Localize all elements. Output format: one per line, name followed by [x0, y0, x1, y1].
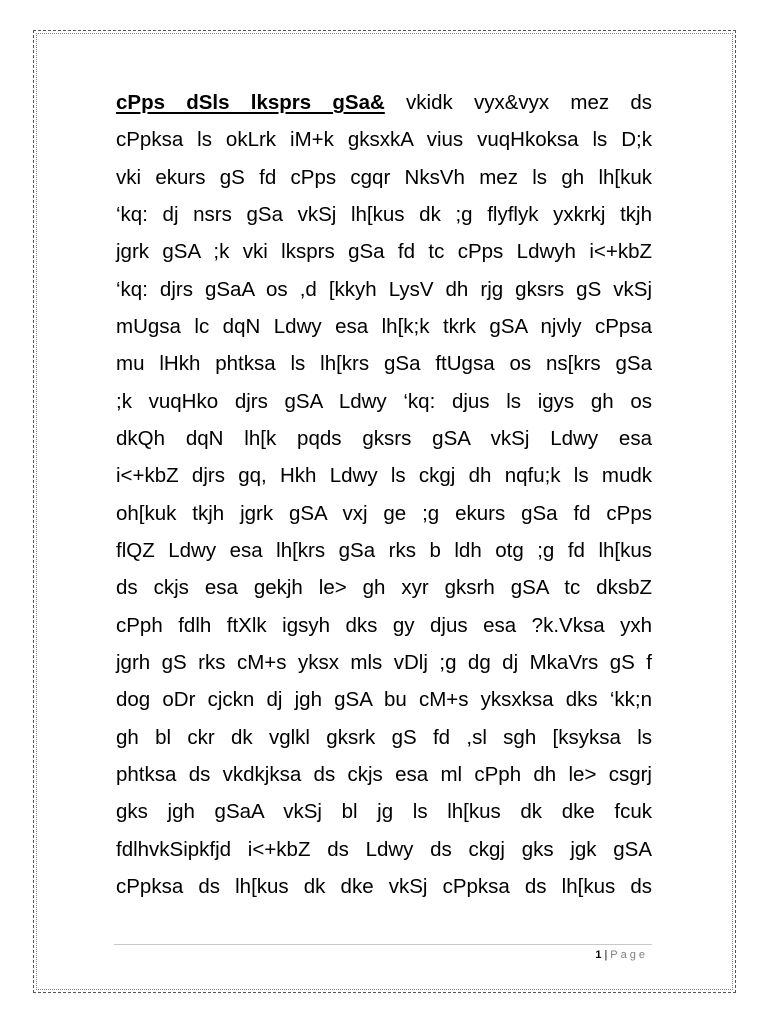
- footer-divider: [114, 944, 652, 945]
- paragraph-line: gks jgh gSaA vkSj bl jg ls lh[kus dk dke fcuk: [116, 800, 652, 824]
- paragraph-first-line: [116, 84, 652, 121]
- paragraph-line: cPpksa ls okLrk iM+k gksxkA vius vuqHkoksa ls D;k: [116, 128, 652, 152]
- paragraph-line: dkQh dqN lh[k pqds gksrs gSA vkSj Ldwy esa: [116, 426, 652, 450]
- paragraph-line: dog oDr cjckn dj jgh gSA bu cM+s yksxksa dks ‘kk;n: [116, 688, 652, 712]
- paragraph-line: fdlhvkSipkfjd i<+kbZ ds Ldwy ds ckgj gks jgk gSA: [116, 837, 652, 861]
- footer-separator: |: [604, 949, 608, 961]
- page-number: 1: [595, 949, 602, 961]
- paragraph-line: gh bl ckr dk vglkl gksrk gS fd ,sl sgh [ksyksa ls: [116, 725, 652, 749]
- page-label: Page: [610, 949, 648, 961]
- paragraph-line: i<+kbZ djrs gq, Hkh Ldwy ls ckgj dh nqfu;k ls mudk: [116, 464, 652, 488]
- document-body: [116, 84, 652, 905]
- paragraph-line: flQZ Ldwy esa lh[krs gSa rks b ldh otg ;g fd lh[kus: [116, 538, 652, 562]
- paragraph-line: ;k vuqHko djrs gSA Ldwy ‘kq: djus ls igys gh os: [116, 389, 652, 413]
- paragraph-line: cPpksa ds lh[kus dk dke vkSj cPpksa ds lh[kus ds: [116, 874, 652, 898]
- first-line-text: vkidk vyx&vyx mez ds: [406, 91, 652, 114]
- paragraph-line: oh[kuk tkjh jgrk gSA vxj ge ;g ekurs gSa fd cPps: [116, 501, 652, 525]
- paragraph-line: ‘kq: dj nsrs gSa vkSj lh[kus dk ;g flyflyk yxkrkj tkjh: [116, 202, 652, 226]
- paragraph-line: jgrk gSA ;k vki lksprs gSa fd tc cPps Ldwyh i<+kbZ: [116, 240, 652, 264]
- paragraph-line: ‘kq: djrs gSaA os ,d [kkyh LysV dh rjg gksrs gS vkSj: [116, 277, 652, 301]
- page-footer: [595, 947, 648, 963]
- paragraph-line: mu lHkh phtksa ls lh[krs gSa ftUgsa os ns[krs gSa: [116, 352, 652, 376]
- paragraph-line: cPph fdlh ftXlk igsyh dks gy djus esa ?k.Vksa yxh: [116, 613, 652, 637]
- heading-text: cPps dSls lksprs gSa&: [116, 91, 385, 114]
- paragraph-line: vki ekurs gS fd cPps cgqr NksVh mez ls gh lh[kuk: [116, 165, 652, 189]
- paragraph-line: jgrh gS rks cM+s yksx mls vDlj ;g dg dj MkaVrs gS f: [116, 650, 652, 674]
- paragraph-line: mUgsa lc dqN Ldwy esa lh[k;k tkrk gSA njvly cPpsa: [116, 314, 652, 338]
- paragraph-line: phtksa ds vkdkjksa ds ckjs esa ml cPph dh le> csgrj: [116, 762, 652, 786]
- paragraph-line: ds ckjs esa gekjh le> gh xyr gksrh gSA tc dksbZ: [116, 576, 652, 600]
